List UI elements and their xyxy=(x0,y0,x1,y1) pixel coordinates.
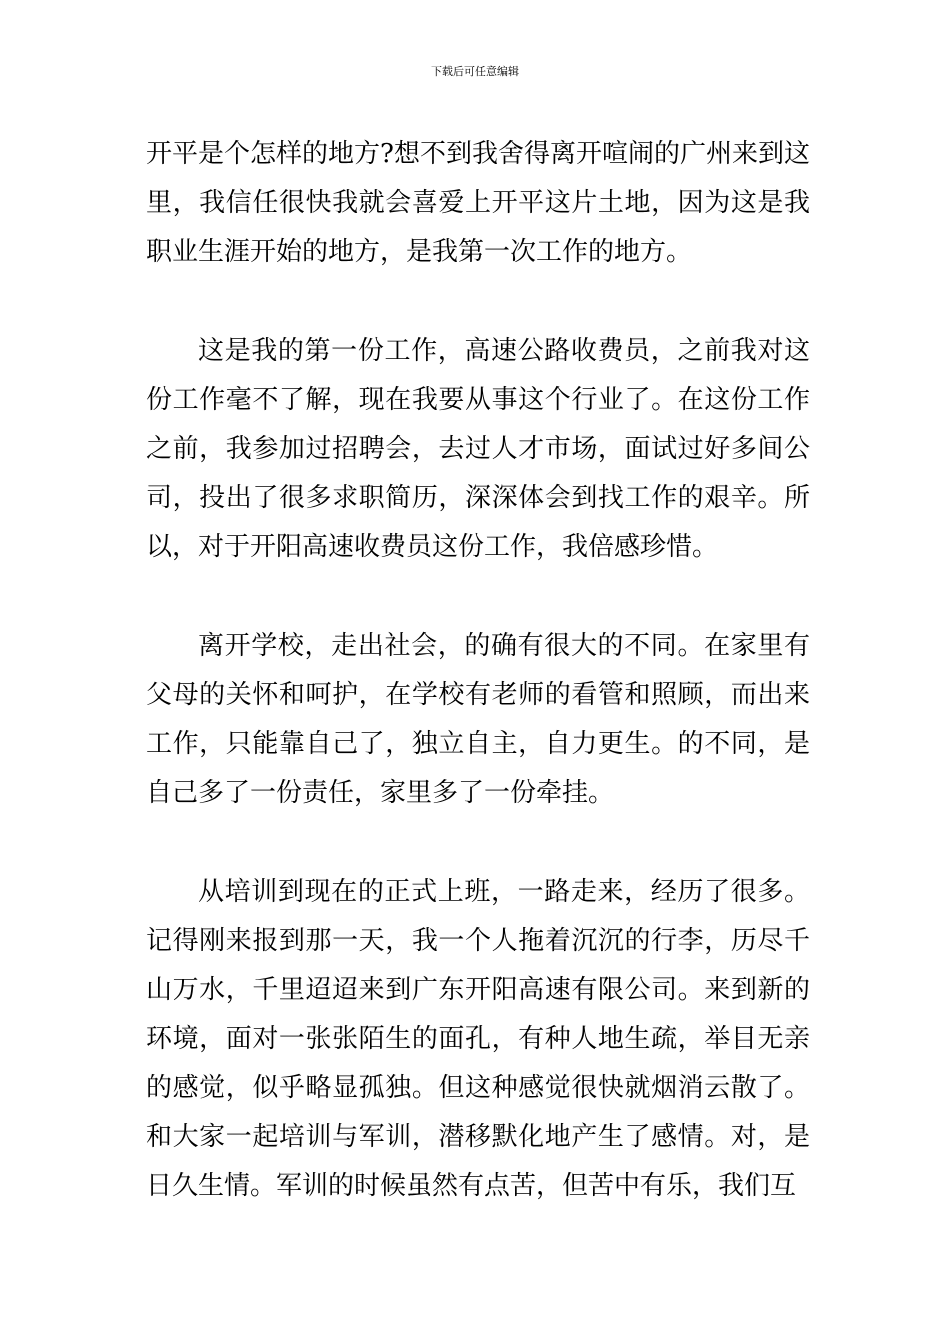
paragraph-3: 离开学校，走出社会，的确有很大的不同。在家里有父母的关怀和呵护，在学校有老师的看管和照顾，而出来工作，只能靠自己了，独立自主，自力更生。的不同，是自己多了一份责任，家里多了一份牵挂。 xyxy=(146,631,810,808)
paragraph-4: 从培训到现在的正式上班，一路走来，经历了很多。记得刚来报到那一天，我一个人拖着沉沉的行李，历尽千山万水，千里迢迢来到广东开阳高速有限公司。来到新的环境，面对一张张陌生的面孔，有种人地生疏，举目无亲的感觉，似乎略显孤独。但这种感觉很快就烟消云散了。和大家一起培训与军训，潜移默化地产生了感情。对，是日久生情。军训的时候虽然有点苦，但苦中有乐，我们互 xyxy=(146,877,810,1201)
paragraph-2: 这是我的第一份工作，高速公路收费员，之前我对这份工作毫不了解，现在我要从事这个行业了。在这份工作之前，我参加过招聘会，去过人才市场，面试过好多间公司，投出了很多求职简历，深深体会到找工作的艰辛。所以，对于开阳高速收费员这份工作，我倍感珍惜。 xyxy=(146,336,810,562)
document-body xyxy=(146,130,810,1211)
page-header: 下载后可任意编辑 xyxy=(431,65,519,78)
paragraph-1: 开平是个怎样的地方?想不到我舍得离开喧闹的广州来到这里，我信任很快我就会喜爱上开平这片土地，因为这是我职业生涯开始的地方，是我第一次工作的地方。 xyxy=(146,139,810,267)
